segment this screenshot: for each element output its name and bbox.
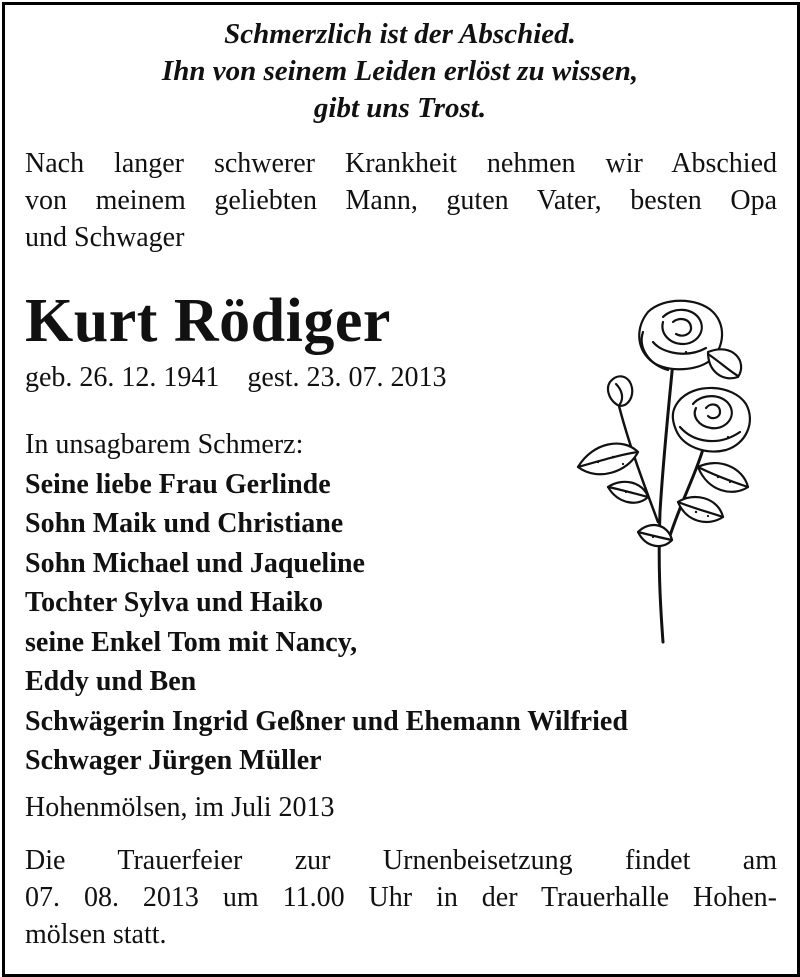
motto-line: Ihn von seinem Leiden erlöst zu wissen,	[161, 55, 639, 87]
life-dates: geb. 26. 12. 1941 gest. 23. 07. 2013	[25, 362, 447, 393]
deceased-name: Kurt Rödiger	[25, 287, 391, 355]
funeral-line: 07. 08. 2013 um 11.00 Uhr in der Trauerhalle Hohen-	[25, 882, 777, 913]
motto-line: Schmerzlich ist der Abschied.	[224, 18, 576, 50]
motto	[0, 16, 800, 127]
mourner-name: Tochter Sylva und Haiko	[25, 587, 323, 618]
mourner-name: Sohn Maik und Christiane	[25, 508, 344, 539]
intro-text	[25, 145, 777, 256]
place-date: Hohenmölsen, im Juli 2013	[25, 792, 335, 823]
mourner-name: Seine liebe Frau Gerlinde	[25, 468, 331, 500]
motto-line: gibt uns Trost.	[313, 92, 487, 124]
mourner-name: seine Enkel Tom mit Nancy,	[25, 626, 358, 658]
mourner-name: Sohn Michael und Jaqueline	[25, 547, 365, 579]
mourners-list	[25, 425, 628, 781]
mourner-name: Schwägerin Ingrid Geßner und Ehemann Wilfried	[25, 705, 628, 737]
funeral-notice	[25, 842, 777, 953]
funeral-line: Die Trauerfeier zur Urnenbeisetzung findet am	[25, 845, 777, 876]
mourners-heading: In unsagbarem Schmerz:	[25, 429, 304, 460]
intro-line: Nach langer schwerer Krankheit nehmen wir Abschied	[25, 148, 777, 179]
intro-line: und Schwager	[25, 222, 185, 253]
intro-line: von meinem geliebten Mann, guten Vater, besten Opa	[25, 185, 777, 216]
funeral-line: mölsen statt.	[25, 919, 167, 950]
mourner-name: Schwager Jürgen Müller	[25, 745, 322, 776]
mourner-name: Eddy und Ben	[25, 666, 197, 697]
